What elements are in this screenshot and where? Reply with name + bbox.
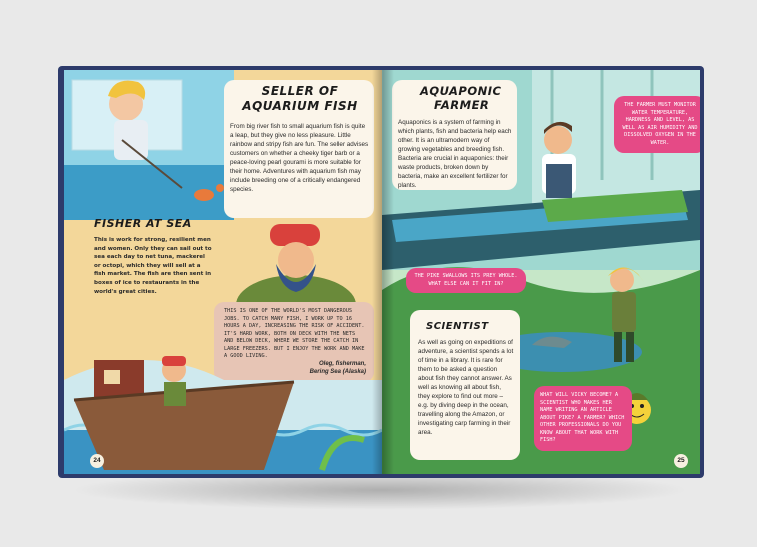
scientist-title: SCIENTIST	[426, 321, 489, 332]
seller-body: From big river fish to small aquarium fish is quite a leap, but they give no less pleasure. Little rainbow and stripy fish are fun. The seller advises customers on whether a cheeky tiger barb or a peace-loving pearl gourami is more suitable for their home. Adventures with aquarium fish may include breeding one of a critically endangered species.	[230, 123, 369, 193]
scientist-body: As well as going on expeditions of adventure, a scientist spends a lot of time in a library. It is rare for them to be asked a question about fish they cannot answer. As well as knowing all about fish, they explore to find out more – e.g. by diving deep in the ocean, travelling along the Amazon, or investigating carp farming in their area.	[418, 339, 514, 436]
seller-title	[230, 84, 370, 114]
boat-scene	[64, 320, 382, 474]
quote-text: THIS IS ONE OF THE WORLD'S MOST DANGEROUS JOBS. TO CATCH MANY FISH, I WORK UP TO 16 HOURS A DAY, INCREASING THE RISK OF ACCIDENT. IT'S HARD WORK, BOTH ON DECK WITH THE NETS AND BELOW DECK, WHERE WE STORE THE CATCH IN LARGE FREEZERS. BUT I ENJOY THE WORK AND MAKE A GOOD LIVING.	[224, 308, 365, 359]
aquaponic-body: Aquaponics is a system of farming in which plants, fish and bacteria help each other. It is an ultramodern way of growing vegetables and breeding fish. Bacteria are crucial in aquaponics: their waste products, broken down by bacteria, make an excellent fertilizer for plants.	[398, 119, 512, 189]
pike-speech-bubble: THE PIKE SWALLOWS ITS PREY WHOLE. WHAT ELSE CAN IT FIT IN?	[406, 268, 526, 293]
seller-title-line2: AQUARIUM FISH	[242, 99, 358, 113]
vicky-speech-bubble: WHAT WILL VICKY BECOME? A SCIENTIST WHO MAKES HER NAME WRITING AN ARTICLE ABOUT PIKE? A FARMER? WHICH OTHER PROFESSIONALS DO YOU KNOW ABOUT THAT WORK WITH FISH?	[534, 386, 632, 451]
left-page	[64, 70, 382, 474]
fisher-body: This is work for strong, resilient men and women. Only they can sail out to sea each day to net tuna, mackerel or octopi, which they will sell at a fish market. The fish are then sent in boxes of ice to restaurants in the world's great cities.	[94, 237, 212, 295]
aquaponic-title-line2: FARMER	[434, 98, 490, 112]
fisher-title: FISHER AT SEA	[94, 217, 192, 230]
aquaponic-title-line1: AQUAPONIC	[420, 84, 502, 98]
aquaponic-title	[420, 84, 501, 112]
quote-author: Oleg, fisherman,	[318, 361, 366, 367]
seller-title-line1: SELLER OF	[261, 84, 339, 98]
quote-place: Bering Sea (Alaska)	[309, 369, 366, 375]
fisherman-portrait	[216, 220, 376, 305]
page-number-right: 25	[674, 454, 688, 468]
page-number-left: 24	[90, 454, 104, 468]
farmer-speech-bubble: THE FARMER MUST MONITOR WATER TEMPERATURE, HARDNESS AND LEVEL, AS WELL AS AIR HUMIDITY AND DISSOLVED OXYGEN IN THE WATER.	[614, 96, 700, 153]
book-gutter	[372, 70, 394, 474]
right-page	[382, 70, 700, 474]
